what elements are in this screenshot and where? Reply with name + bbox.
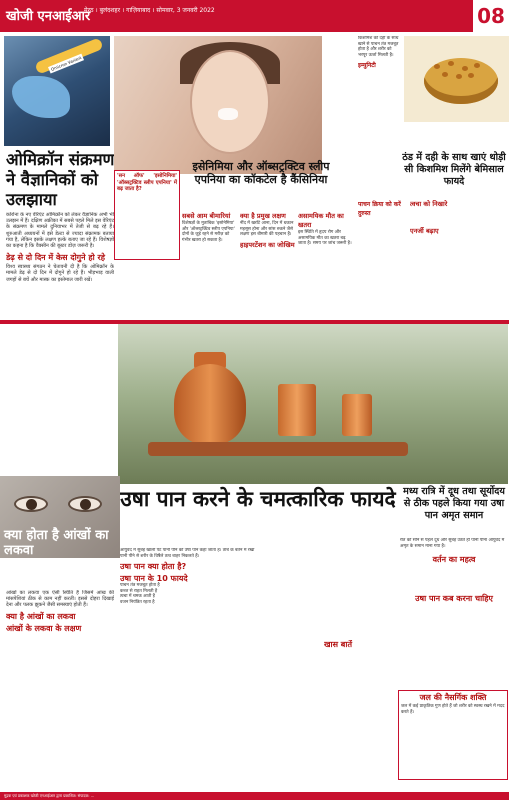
raisin-shape [462,66,468,71]
raisin-shape [474,63,480,68]
raisin-photo [404,36,509,122]
raisin-subhead-skin: त्वचा को निखारे [410,200,448,208]
usha-subhead-benefits: उषा पान के 10 फायदे [120,574,188,583]
midnight-subhead-when: उषा पान कब करना चाहिए [415,594,493,603]
raisin-col-2 [410,200,508,316]
midnight-text: रात को सोने से पहले दूध और सुबह उठते ही पानी पीना आयुर्वेद में अमृत के समान माना गया है। [400,538,505,549]
usha-subhead-what: उषा पान क्या होता है? [120,562,187,571]
eyes-text: आंखों का लकवा एक ऐसी स्थिति है जिसमें आंख की मांसपेशियां ठीक से काम नहीं करतीं। इससे दोहरा दिखाई देना और पलक झुकने जैसी समस्याएं होती हैं। [6,590,114,609]
eyes-headline: क्या होता है आंखों का लकवा [4,528,109,558]
raisin-shape [456,74,462,79]
copper-pot [174,364,246,444]
eyes-subhead-symptoms: आंखों के लकवा के लक्षण [6,623,82,633]
copper-glass [278,384,316,436]
isnemia-col-3 [298,212,354,312]
omicron-headline: ओमिक्रॉन संक्रमण ने वैज्ञानिकों को उलझाया [6,150,115,209]
copper-tray [148,442,408,456]
raisin-shape [434,64,440,69]
isnemia-col1-head: सबसे आम बीमारियां [182,212,231,220]
glove-shape [12,76,70,118]
midnight-body [400,538,508,688]
raisin-intro: किशमिश को दही के साथ खाने से पाचन तंत्र मजबूत होता है और शरीर को भरपूर ऊर्जा मिलती है। [358,36,399,58]
raisin-subhead-digestion: पाचन क्रिया को करें दुरुस्त [358,201,401,217]
usha-col-3 [324,640,396,720]
eye-shape [68,496,102,512]
ayurveda-intro-box [114,170,180,260]
omicron-text-2: विश्व स्वास्थ्य संगठन ने चेतावनी दी है कि ओमिक्रॉन के मामले डेढ़ से दो दिन में दोगुने हो रहे हैं। भीड़भाड़ वाली जगहों से बचें और मास्क का इस्तेमाल जारी रखें। [6,264,114,283]
isnemia-col2-text: नींद में खर्राटे आना, दिन में थकान महसूस होना और सांस रुकने जैसे लक्षण इस बीमारी की पहचान हैं। [240,221,294,237]
raisin-shape [448,61,454,66]
isnemia-col3-text: इस स्थिति में हृदय रोग और असामयिक मौत का खतरा बढ़ जाता है। समय पर जांच जरूरी है। [298,230,352,246]
jal-headline: जल की नैसर्गिक शक्ति [419,693,487,702]
usha-benefit-4: वजन नियंत्रित रहता है [120,599,155,605]
face-photo [114,36,322,174]
usha-col-1 [120,548,256,788]
usha-benefit-3: त्वचा में चमक आती है [120,594,155,599]
isnemia-col3-head: असामयिक मौत का खतरा [298,212,344,229]
isnemia-col2-head: क्या है प्रमुख लक्षण [240,212,286,220]
omicron-text: कोरोना के नए वेरिएंट ओमिक्रॉन को लेकर वैज्ञानिक अभी भी उलझन में हैं। दक्षिण अफ्रीका में सबसे पहले मिले इस वेरिएंट के संक्रमण के मामले दुनियाभर में तेजी से बढ़ रहे हैं। शुरुआती अध्ययनों में इसे डेल्टा से ज्यादा संक्रामक बताया गया है, लेकिन इसके लक्षण हल्के बताए जा रहे हैं। विशेषज्ञों का कहना है कि वैक्सीन की बूस्टर डोज़ जरूरी है। [6,212,114,250]
face-shape [190,50,270,154]
usha-intro: आयुर्वेद में सुबह खाली पेट पानी पीने को उषा पान कहा जाता है। तांबे के बर्तन में रखा पानी पीने से शरीर के विषैले तत्व बाहर निकलते हैं। [120,548,255,559]
page-number: 08 [473,0,509,32]
omicron-subhead: डेढ़ से दो दिन में केस दोगुने हो रहे [6,253,105,263]
eye-shape [14,496,48,512]
raisin-shape [442,72,448,77]
jal-box [398,690,508,780]
raisin-col-1 [358,200,406,316]
omicron-body [6,212,114,352]
usha-headline: उषा पान करने के चमत्कारिक फायदे [120,487,396,511]
iris-shape [80,499,91,510]
iris-shape [26,499,37,510]
usha-benefit-2: कब्ज से राहत मिलती है [120,588,158,594]
jal-text: जल में कई प्राकृतिक गुण होते हैं जो शरीर को स्वस्थ रखने में मदद करते हैं। [401,704,505,715]
copper-water-photo [118,324,508,484]
imprint-footer: मुद्रक एवं प्रकाशक खोजी एनआईआर द्वारा प्रकाशित। संपादक: ... [0,792,509,800]
midnight-headline: मध्य रात्रि में दूध तथा सूर्योदय से ठीक पहले किया गया उषा पान अमृत समान [403,486,505,521]
cream-mark [218,108,238,120]
ayurveda-intro: 'सन ऑफ' 'इसोनिमिया' 'ऑब्सट्रक्टिव स्लीप एपनिया' में बढ़ जाता है? [117,173,177,193]
omicron-photo [4,36,110,146]
isnemia-col-1 [182,212,238,312]
raisin-shape [468,73,474,78]
raisin-subhead-energy: एनर्जी बढ़ाए [410,227,439,235]
usha-benefit-1: पाचन तंत्र मजबूत होता है [120,583,160,588]
tube-label: Omicron Variant [48,53,84,73]
raisin-headline: ठंड में दही के साथ खाएं थोड़ी सी किशमिश मिलेंगे बेमिसाल फायदे [402,152,506,187]
isnemia-col2b-head: हाइपरटेंशन का जोखिम [240,240,295,249]
raisin-subhead-immunity: इम्युनिटी [358,62,376,69]
newspaper-title: खोजी एनआईआर [6,9,91,24]
isnemia-headline: इसेनिमिया और ऑब्सट्रक्टिव स्लीप एपनिया का कॉकटेल है कैंसिनिया [192,160,330,186]
issue-date: मेरठ । बुलंदशहर । गाज़ियाबाद । सोमवार, 3 जनवरी 2022 [84,7,215,14]
isnemia-col-2 [240,212,296,312]
eyes-body [6,590,114,786]
eyes-subhead-what: क्या है आंखों का लकवा [6,611,76,621]
midnight-subhead-vessel: वर्तन का महत्व [432,555,476,564]
masthead [0,0,509,32]
test-tube [34,37,103,74]
isnemia-col1-text: विशेषज्ञों के मुताबिक 'इसोनेमिया' और 'ऑब्सट्रक्टिव स्लीप एपनिया' दोनों के जुड़े रहने से मरीज़ को गंभीर खतरा हो सकता है। [182,221,235,243]
copper-glass [342,394,372,436]
usha-subhead-special: खास बातें [324,640,353,649]
